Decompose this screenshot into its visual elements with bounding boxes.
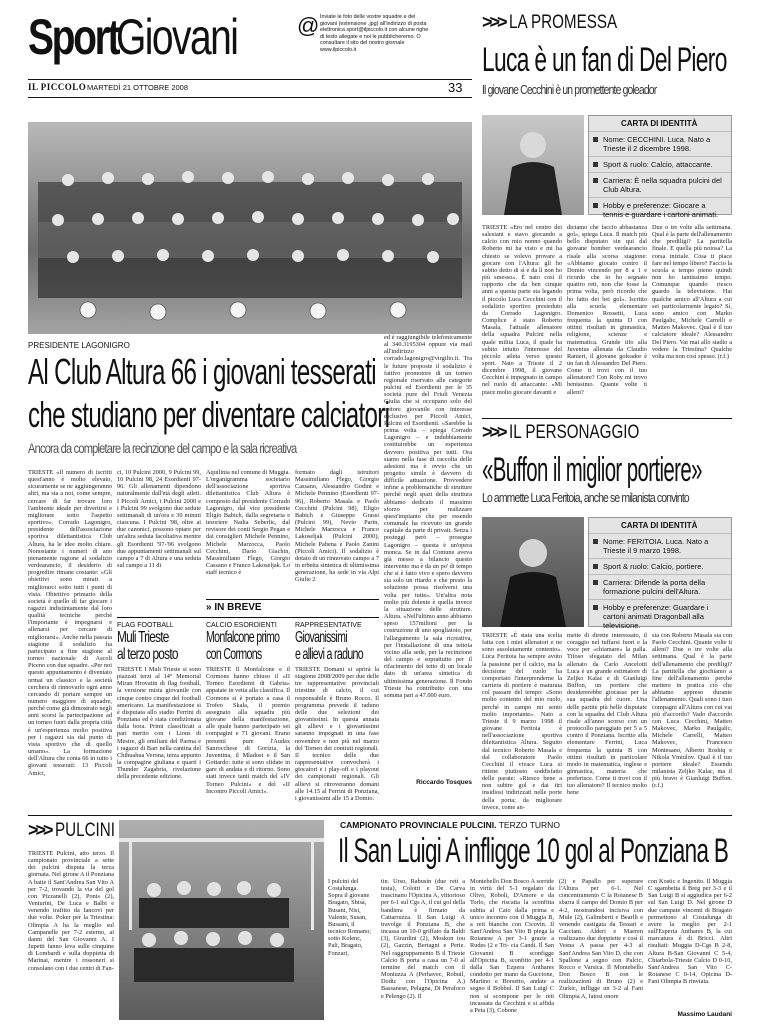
personaggio-body-col: mette di dirette interessato, il coraggio nel tuffarsi fuori e la voce per «chiamare» la palla. Tifoso sfegatato del Milan allenato da Carlo Ancelotti Luca è un grande estimatore di Zeljko Kalac e di Gianluigi Buffon, un portiere che desidererebbe giocasse per la sua squadra del cuore. Una delle partite più belle disputate con la squadra del Club Altura risale all'anno scorso con un protocollo pareggiato per 5 a 5 contro il Ponziana. Iscritto alla elementare Ferrini, Luca frequenta la quinta B con ottimi risultati in particolare modo in matematica, inglese e ginnastica, materia che preferisce. Come ti trovi con il tuo allenatore? Il tecnico molto bene <box>567 632 647 797</box>
pulcini-photo <box>119 820 324 1020</box>
cecchini-id-card <box>588 115 732 219</box>
issue-date: MARTEDÌ 21 OTTOBRE 2008 <box>87 83 189 92</box>
in-breve-label <box>206 602 262 613</box>
cecchini-card-row: Sport & ruolo: Calcio, attaccante. <box>589 156 731 172</box>
personaggio-kicker <box>482 422 672 444</box>
feritoia-card-row: Hobby e preferenze: Guardare i cartoni animati Dragonball alla televisione. <box>589 599 731 633</box>
brief-rappresentative <box>295 622 379 802</box>
in-breve-rule-bottom <box>117 617 379 618</box>
feritoia-card-row: Nome: FERITOIA. Luca. Nato a Trieste il 9 marzo 1998. <box>589 533 731 558</box>
pulcini-figures <box>119 820 324 1020</box>
team-photo-figures <box>28 122 472 334</box>
promessa-body-col: TRIESTE «Ero nel centro dei salesiani e stavo giocando a calcio con mio nonno quando Roberto mi ha visto e mi ha chiesto se volevo provare a giocare con l'Altura: gli ho subito detto di sì e da lì non ho più smesso». È nato così il rapporto che da ben cinque anni a questa parte sta legando il piccolo Luca Cecchini con il sodalizio sportivo presieduto da Corrado Lagonigro. Complice è stato Roberto Masala, l'attuale allenatore della squadra Pulcini nella quale milita Luca, il quale ha subito intuito l'interesse del piccolo atleta verso questo sport. Nato a Trieste il 2 dicembre 1998, il giovane Cecchini è impegnato in campo nel ruolo di attaccante: «Mi piace molto giocare davanti e <box>482 224 562 396</box>
brief-flag-football <box>117 622 201 794</box>
pulcini-category-bold: CAMPIONATO PROVINCIALE PULCINI. <box>340 820 497 830</box>
main-kicker: PRESIDENTE LAGONIGRO <box>28 341 130 350</box>
chevrons-icon: >>> <box>482 422 505 442</box>
team-photo <box>28 122 472 334</box>
pulcini-headline: Il San Luigi A infligge 10 gol al Ponziana B <box>338 832 729 870</box>
masthead-title-light: Giovani <box>115 9 237 65</box>
chevrons-icon: >>> <box>482 12 505 32</box>
main-headline-line1: Al Club Altura 66 i giovani tesserati <box>28 351 376 392</box>
personaggio-body-col: sia con Roberto Masala sia con Paolo Cecchini. Quante volte ti alleni? Due o tre volte alla settimana. Qual è la parte dell'allenamento che prediligi? La partitella che giochiamo a fine dell'allenamento perché mettere in pratica ciò che abbiamo appreso durante l'allenamento. Quali sono i tuoi compagni all'Altura con cui vai più d'accordo? Vado d'accordo con Luca Cecchini, Matteo Makovec, Marko Paulgalic, Michele Carrelli, Matteo Makovec, Francesco Montesano, Alberto Itoshiq e Nikola Vmiulov. Qual è il tuo portiere ideale? Essendo milanista Zeljko Kalac, ma il più bravo è Gianluigi Buffon. (r.f.) <box>652 632 732 790</box>
cecchini-card-row: Hobby e preferenze: Giocare a tennis e guardare i cartoni animati. <box>589 197 731 222</box>
main-body-col: Aquilinia nel comune di Muggia. L'organigramma societario dell'associazione sportiva dilettantistica Club Altura è composto dal presidente Corrado Lagonigro, dal vice presidente Eligio Babich, dalla segretaria e tesoriere Nadia Seberlic, dal revisore dei conti Sergio Pegan e dai consiglieri Michele Pennino, Michele Marzocca, Paolo Cecchini, Dario Giachin, Massimiliano Flego, Giorgio Cassano e Franco Lakoseljak. Lo staff tecnico è <box>206 469 290 577</box>
cecchini-figure <box>482 115 584 215</box>
brief-headline: con Cormons <box>206 646 262 663</box>
brief-headline: Muli Trieste <box>117 629 169 646</box>
brief-headline: al terzo posto <box>117 646 178 663</box>
personaggio-headline: «Buffon il miglior portiere» <box>482 451 702 489</box>
promessa-kicker-label: LA PROMESSA <box>509 12 618 33</box>
pulcini-body-col: Montebello Don Bosco A sorride in virtù del 5-1 regalato da Olivo, Roboli, D'Amore e da Torlo, che riscatta la sconfitta subita al Caio dalla prima e unico incontro con il Muggia B, a reti bianche con Cicovin. Il Sant'Andrea San Vito B piega la Roianese A per 3-1 grazie a Rudes (2 e Tri- cia Candi. Il San Giovanni B sconfigge all'Opicina B, sconfitto per 4-1 dalla San Ezpera Anthares condotto per mano da Guccione, Martino e Borsetto, andate a segno il Bobbul. Il San Luigi C non si scompone per le reti incassata da Cecchini e si affida a Peta (3), Cobone <box>470 878 554 1014</box>
brief-kicker: RAPPRESENTATIVE <box>295 622 362 629</box>
pulcini-caption: I pulcini del Costalunga. Sopra il giovane Bragato, Sbisà, Busani, Nisi, Valente, Susan, Bussani, il tecnico Romano; sotto Kolenc, Pali, Bragato, Fonzari, <box>328 878 371 957</box>
at-icon: @ <box>297 13 320 38</box>
brief-headline: Monfalcone primo <box>206 629 280 646</box>
pulcini-rule <box>28 815 732 816</box>
in-breve-rule <box>206 599 379 600</box>
pulcini-kicker-label: PULCINI <box>55 820 115 841</box>
personaggio-kicker-label: IL PERSONAGGIO <box>509 422 640 443</box>
masthead-title-bold: Sport <box>28 9 119 65</box>
pulcini-category <box>340 820 560 830</box>
promessa-subhead: Il giovane Cecchini è un promettente goleador <box>482 83 657 97</box>
feritoia-card-row: Sport & ruolo: Calcio, portiere. <box>589 558 731 574</box>
main-subhead: Ancora da completare la recinzione del campo e la sala ricreativa <box>28 440 297 456</box>
brief-body: TRIESTE I Muli Trieste si sono piazzati terzi al 14° Memorial Miran Hrovatin di flag football, la versione mista giovanile con cinque contro cinque del football americano. La manifestazione si è disputata allo stadio Ferrini di Ponziana ed è stata condizionata dalla bora. Primi classificati a pari merito con i Lions di Mestre, gli emiliani del Parma e i ragazzi di Bari nella cantina del Chihuahua Verona, terza appunto la compagine giuliana e quarti i Thunder Zagabria, rivelazione della precedente edizione. <box>117 666 201 781</box>
brief-kicker: CALCIO ESORDIENTI <box>206 622 277 629</box>
masthead-rule <box>28 79 472 80</box>
pulcini-kicker <box>28 820 130 842</box>
in-breve-text: IN BREVE <box>214 602 262 613</box>
pulcini-body-col: tin. Urso, Rabusin (due reti a testa), Colotti e De Carva trascinano l'Opicina A, vittorioso per 6-1 sul Cgs A, il cui gol della bandiera è firmato da Cattarruzza. Il San Luigi A travolge il Ponziana B, che incassa un 10-0 griffato da Baldi (3), Girardini (2), Moskon tou (2), Gazzin, Bertagni e Perie. Nel raggruppamento B il Trieste Calcio B porta a casa un 7-0 al termine del match con il Montuzza A (Perhavec, Robuil, Dodic con l'Opicina A.) Bassanese, Pelagna, Di Perafoco e Pelengo (2). Il <box>381 878 465 1000</box>
cecchini-card-row: Nome: CECCHINI. Luca. Nato a Trieste il 2 dicembre 1998. <box>589 131 731 156</box>
feritoia-photo <box>482 517 584 627</box>
pulcini-body-col: con Kostic e Ingenito. Il Muggia C sgambetta il Breg per 3-3 e il San Luigi B si aggiudica per 6-2 sul San Luigi D. Nel girone D due campate vincenti di Bragato permettono al Costalunga di avere la meglio per 2-1 sull'Esperia Anthares B, la cui marcatura è di Bricci. Altri risultati: Muggia D-Cgs B 2-8, Altura B-San Giovanni C 5-4, Chiarbola-Trieste Calcio D 0-10, Sant'Andrea San Vito C-Roianese C 0-14, Opicina D-Fani Olimpia B rinviata. <box>648 878 732 986</box>
main-body-col: ed è raggiungibile telefonicamente al 340.3195304 oppure via mail all'indirizzo corrado.lagonigro@virgilio.it. Tra le future proposte il sodalizio è fattivo promotore di un torneo regionale riservato alle categorie pulcini ed Esordienti per le 35 società pure del Friuli Venezia Giulia che si occupano solo del settore giovanile con interesse esclusivo per Piccoli Amici, Pulcini ed Esordienti. «Sarebbe la prima volta – spiega Corrado Lagonigro – e indubbiamente costituirebbe un esperienza davvero positiva per tutti. Ora siamo nella fase di raccolta delle adesioni ma è ovvio che un progetto simile è davvero di difficile attuazione. Provvedere infine a problematiche di strutture perché negli spazi della struttura abbiamo dedicato il massimo sforzo per realizzare quest'impianto che per essendo comunale ha ricevuto un grande capitale da parte di privati. Senza i posteggi però – prosegue Lagonigro – questa è un'opera monca. Se in dal Comune aveva già messo a bilancio questo intervento ma è da un po' di tempo che si è fatto vivo e spero davvero sia solo un ritardo e che presto la soluzione possa risolversi una volta per tutte». Un'altra nota molto più dolente è quella invece la situazione delle strutture. Altura. «Nell'ultimo anno abbiamo speso 157milioni per la costruzione di uno spogliatoio, per l'allargamento la sala ricreativa, per l'installazione di una tettoia vicino alla sede, per la recinzione del campo e soprattutto per il rifacimento del tetto di un locale dato di un'area sintetica di ultimissima generazione. Il Fondo Trieste ha contribuito con una somma pari a 47.000 euro. <box>384 334 472 699</box>
brief-body: TRIESTE Domani si aprirà la stagione 2008/2009 per due delle tre rappresentative provinciali triestine di calcio, il cui responsabile è Bruno Rocco. Il programma prevede il raduno delle due selezioni dei giovanissimi. In questa annata gli allievi e i giovanissimi saranno impegnati in una fase novembre e non più nel marzo del Torneo dei contiuti regionali. Il tecnico delle due rappresentative convocherà i giocatori e i play-off e i playout dei campionati regionali. Gli allievi si ritroveranno domani alle 14.15 al Ferrini di Ponziana, i giovanissimi alle 15 a Domio. <box>295 666 379 802</box>
brief-headline: Giovanissimi <box>295 629 347 646</box>
main-headline-line2: che studiano per diventare calciatori <box>28 394 390 435</box>
feritoia-figure <box>482 517 584 627</box>
chevron-right-icon: » <box>206 602 212 613</box>
brief-headline: e allievi a raduno <box>295 646 363 663</box>
cecchini-card-title: CARTA DI IDENTITÀ <box>621 119 698 128</box>
promessa-body-col: diciamo che faccio abbastanza gol», spiega Luca. Il match più bello disputato sin qui dal giovane bomber verdearancio risale alla scorsa stagione: «Abbiamo giocato contro il Domio vincendo per 8 a 1 e ricordo che io ho segnato quattro reti, non che fosse la prima volta, però ricordo che ho fatto dei bei gol». Iscritto alla scuola elementare Domenico Rossetti, Luca frequenta la quinta D con ottimi risultati in ginnastica, religione, scienze e matematica. Grande tifo alla Juventus allenata da Claudio Ranieri, il giovane goleador è un fan di Alessandro Del Piero. Come ti trovi con il tuo allenatore? Con Roby mi trovo benissimo. Quante volte ti alleni? <box>567 224 647 396</box>
chevrons-icon: >>> <box>28 820 51 840</box>
personaggio-body-col: TRIESTE «È stata una scelta fatta con i miei allenatori e ne sono assolutamente contento». Luca Feritoia ha sempre avuto la passione per il calcio, ma la decisione del ruolo ha comportato l'interprenderne la carriera di portiere è maturata col passare del tempo: «Sono molto contento del mio ruolo, perché in campo mi sento molto importante». Nato a Trieste il 9 marzo 1998 il giovane Feritoia è nell'associazione sportiva dilettantistica Altura. Seguito dal tecnico Roberto Masala e dal collaboratore Paolo Cecchini il vivace Luca si ritiene piuttosto soddisfatto delle parate: «Riesco bene a non subire gol e dai tiri insidiosi indirizzati nelle porte della porta; da migliorare invece, come an- <box>482 632 562 811</box>
pulcini-body-col: (2) e Papallo per superare l'Altura per 6-1. Nel concentramento C la Roianese B sbarra il campo del Domio B per 4-2, mostrandosi incisiva con Mule (2), Galimberti e Bearlli e venendo castigata da Tessari e Cacciani. Alderi e Maeren realizzano due doppiette e così il Vesna A passa per 4-3 al Sant'Andrea San Vito D, che con Spallone a segno con Palcic, Rocco e Varsica. Il Montebello Don Bosco B con le realizzazioni di Bruno (2) e Zurkic, infligge un 3-2 al Fani Olimpia A, fatosi onore <box>559 878 643 1000</box>
promessa-kicker <box>482 12 644 34</box>
page-number: 33 <box>448 80 463 95</box>
feritoia-card-row: Carriera: Difende la porta della formazione pulcini dell'Altura. <box>589 574 731 599</box>
brief-body: TRIESTE Il Monfalcone e il Cormons hanno chiuso il «II Torneo Esordienti di Gabria» appaiate in vetta alla classifica. Il Cormons si è portato a casa il Trofeo Skala, il premio assegnato alla squadra più giovane della manifestazione, alle quale hanno partecipato sei compagini e 71 giovani. Erano presenti pure l'Audax Sanrocchese di Gorizia, la Juventina, il Mladost e il San Gottardo: tutte si sono sfidate in gare di andata e di ritorno. Sono stati invece tanti match del «IV Torneo Pulcini» e del «II Incontro Piccoli Amici». <box>206 666 290 795</box>
pulcini-body-col: TRIESTE Pulcini, atto terzo. Il campionato provinciale a sette dei pulcini disputa la terza giornata. Nel girone A il Ponziana A batte il Sant'Andrea San Vito A per 7-2, trovando la via del gol con Pizzanelli (2), Ponis (2), Venturini, De Luca e Balbi e venendo trafitto da Iancovi per due volte. Poker per la Triestina: Olimpia A ha la meglio sul Campanelle per 7-2 esterno, ai danni del San Giovanni A. I Jupetti fanno leva sulle cinquine di Lombardi e sulla doppietta di Marinai, mentre i rossoneri si consolano con i due centri di Fan- <box>28 850 114 972</box>
feritoia-id-card <box>588 517 732 630</box>
personaggio-subhead: Lo ammette Luca Feritoia, anche se milanista convinto <box>482 491 689 505</box>
promessa-headline: Luca è un fan di Del Piero <box>482 41 727 79</box>
pulcini-byline: Massimo Laudani <box>677 1011 732 1018</box>
masthead-rule-bottom <box>28 97 472 98</box>
contact-text: Inviate le foto delle vostre squadre e dei giovani (estensione .jpg) all'indirizzo di posta elettronica sport@ilpiccolo.it con alcune righe di testo allegate e noi le pubblicheremo. O consultare il sito del nostro giornale www.ilpiccolo.it <box>320 14 429 53</box>
personaggio-rule <box>482 418 732 419</box>
masthead-title <box>28 8 258 72</box>
newspaper-name: IL PICCOLO <box>28 82 87 92</box>
cecchini-card-row: Carriera: È nella squadra pulcini del Club Altura. <box>589 172 731 197</box>
brief-kicker: FLAG FOOTBALL <box>117 622 174 629</box>
feritoia-card-title: CARTA DI IDENTITÀ <box>621 521 698 530</box>
main-body-col: TRIESTE «Il numero di iscritti quest'anno è molto elevato, sicuramente se ne aggiungeranno altri, ma sta a noi, come sempre, cercare di far trovare loro l'ambiente ideale per divertirsi e migliorare sotto l'aspetto sportivo». Corrado Lagonigro, presidente dell'associazione sportiva dilettantistica Club Altura, ha le idee molto chiare. Nonostante i numeri di ano pienamente ragione al sodalizio verdearancio, il desiderio di progredire rimane costante: «Gli obiettivi sono mirati a migliorarci sotto tutti i punti di vista. Obiettivo primario della società è quello di far giocare i ragazzi indistintamente dal loro qualità tecniche perché l'importante è impegnarsi e allenarsi per cercare di migliorarsi». Anche nella passata stagione il sodalizio ha partecipato a fine stagione al torneo nazionale di Ascoli Piceno con due squadre. «Per noi questo appuntamento è diventato ormai un classico e la società cerchera di rinnovarlo ogni anno cercando di portare sempre un numero maggiore di squadre, perché come già dimostrato negli anni scorsi la partecipazione ad un torneo fuori dalla propria città è un'esperienza molto positiva per i ragazzi sia dal punto di vista sportivo che di quello umano». La formazione dell'Altura che conta 66 in tutto i giovani tesserati: 13 Piccoli Amici, <box>28 469 112 777</box>
main-body-col: ci, 10 Pulcini 2000, 9 Pulcini 99, 10 Pulcini 98, 24 Esordienti 97-96. Gli allenamenti dipendono naturalmente dall'età degli atleti. I Piccoli Amici, i Pulcini 2000 e i Pulcini 99 svolgono due sedute settimanali di un'ora e 30 minuti ciascuna. I Pulcini '98, oltre ai due canonici, possono optare per un'altra seduta facoltativa mentre gli Esordienti '97-'96 svolgono due appuntamenti settimanali sul campo a 7 di Altura e una seduta sul campo a 11 di <box>117 469 201 570</box>
main-byline: Riccardo Tosques <box>416 779 472 786</box>
pulcini-category-sub: TERZO TURNO <box>498 820 560 830</box>
main-body-col: formato dagli istruttori Massimiliano Flego, Giorgio Cassano, Alessandro Godini e Michele Pennino (Esordienti 97-96), Roberto Masala e Paolo Cecchini (Pulcini 98), Eligio Babich e Giuseppe Grassi (Pulcini 99), Nevio Parin, Michele Marzocca e Franco Lakoseljak (Pulcini 2000), Michele Pabena e Paolo Zanini (Piccoli Amici). Il sodalizio è dotato di un rinnovato campo a 7 in erbetta sintetica di ultimissima generazione, ha sede in via Alpi Giulie 2 <box>295 469 379 584</box>
cecchini-photo <box>482 115 584 215</box>
promessa-body-col: Due o tre volte alla settimana. Qual è la parte dell'allenamento che prediligi? La partitella finale. E quella più noiosa? La corsa iniziale. Cosa ti piace fare nel tempo libero? Faccio la scuola a tempo pieno quindi non ho tantissimo tempo. Comunque quando riesco guardo la televisione. Hai qualche amico all'Altura a cui sei particolarmente legato? Sì, sono amico con Marko Paulgalic, Michele Carrelli e Matteo Makovec. Qual è il tuo calciatore ideale? Alessandro Del Piero. Vai mai allo stadio a vedere la Triestina? Qualche volta ma non così spesso. (r.f.) <box>652 224 732 360</box>
brief-calcio-esordienti <box>206 622 290 794</box>
